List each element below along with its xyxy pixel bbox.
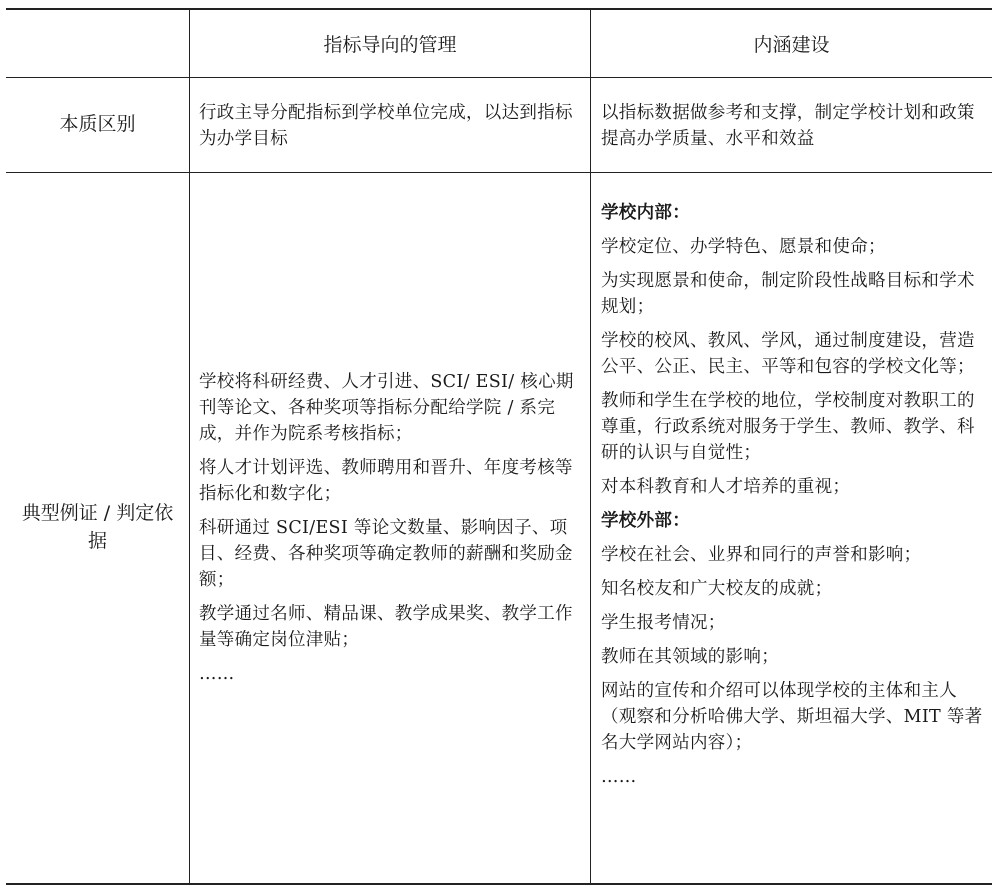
list-item: 对本科教育和人才培养的重视； — [601, 477, 851, 497]
list-item: 将人才计划评选、教师聘用和晋升、年度考核等指标化和数字化； — [199, 458, 573, 504]
column-header-connotation-building: 内涵建设 — [753, 34, 830, 56]
table-bottom-rule — [6, 883, 992, 885]
row-header-typical-examples: 典型例证 / 判定依据 — [21, 502, 174, 552]
list-item: 教学通过名师、精品课、教学成果奖、教学工作量等确定岗位津贴； — [199, 604, 573, 650]
list-item: 学校的校风、教风、学风，通过制度建设，营造公平、公正、民主、平等和包容的学校文化等； — [601, 331, 975, 377]
cell-essential-difference-management: 行政主导分配指标到学校单位完成，以达到指标为办学目标 — [199, 103, 573, 149]
internal-heading: 学校内部： — [601, 203, 690, 223]
column-divider-2 — [590, 9, 591, 884]
cell-examples-connotation — [601, 200, 987, 790]
list-item: 学校定位、办学特色、愿景和使命； — [601, 237, 886, 257]
list-item: 教师在其领域的影响； — [601, 647, 779, 667]
list-item: 为实现愿景和使命，制定阶段性战略目标和学术规划； — [601, 271, 975, 317]
ellipsis: …… — [601, 767, 637, 787]
list-item: 学校在社会、业界和同行的声誉和影响； — [601, 545, 922, 565]
list-item: 学生报考情况； — [601, 613, 726, 633]
list-item: 教师和学生在学校的地位，学校制度对教职工的尊重，行政系统对服务于学生、教师、教学、科研的认识与自觉性； — [601, 391, 975, 463]
list-item: 科研通过 SCI/ESI 等论文数量、影响因子、项目、经费、各种奖项等确定教师的薪酬和奖励金额； — [199, 518, 573, 590]
cell-examples-management — [199, 173, 583, 883]
ellipsis: …… — [199, 664, 235, 684]
list-item: 网站的宣传和介绍可以体现学校的主体和主人（观察和分析哈佛大学、斯坦福大学、MIT 等著名大学网站内容）； — [601, 681, 983, 753]
list-item: 学校将科研经费、人才引进、SCI/ ESI/ 核心期刊等论文、各种奖项等指标分配给学院 / 系完成，并作为院系考核指标； — [199, 372, 574, 444]
list-item: 知名校友和广大校友的成就； — [601, 579, 833, 599]
column-divider-1 — [189, 9, 190, 884]
column-header-indicator-management: 指标导向的管理 — [323, 34, 457, 56]
row-header-essential-difference: 本质区别 — [59, 113, 136, 136]
external-heading: 学校外部： — [601, 511, 690, 531]
cell-essential-difference-connotation: 以指标数据做参考和支撑，制定学校计划和政策提高办学质量、水平和效益 — [601, 103, 975, 149]
